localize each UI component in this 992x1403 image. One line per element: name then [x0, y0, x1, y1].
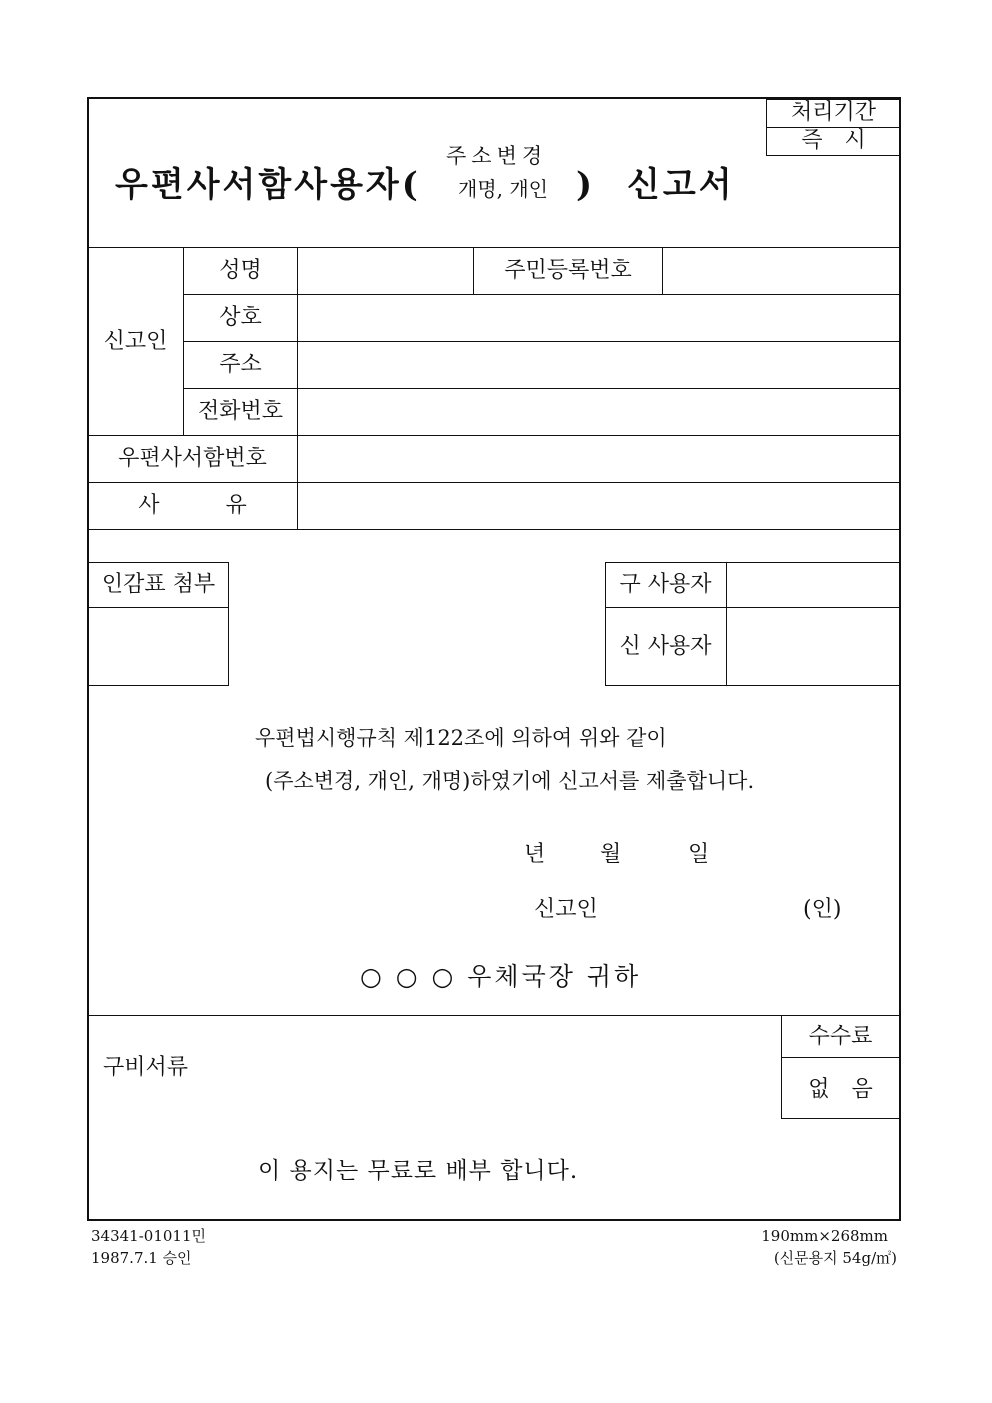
addressee: ○ ○ ○ 우체국장 귀하	[360, 962, 642, 991]
divider	[88, 482, 900, 483]
address-label: 주소	[219, 352, 262, 377]
form-title-end: 신고서	[627, 165, 735, 205]
divider	[88, 435, 900, 436]
approval-date: 1987.7.1 승인	[91, 1249, 192, 1267]
divider	[88, 247, 900, 248]
divider	[88, 607, 229, 608]
divider	[88, 1015, 900, 1016]
form-title-option-bottom: 개명, 개인	[458, 177, 548, 201]
form-code: 34341-01011민	[91, 1227, 206, 1245]
form-title-close: )	[576, 165, 596, 205]
applicant-group-label: 신고인	[103, 329, 168, 354]
date-day-label: 일	[688, 842, 710, 867]
divider	[183, 388, 900, 389]
declaration-line-1: 우편법시행규칙 제122조에 의하여 위와 같이	[255, 726, 667, 750]
signer-label: 신고인	[534, 897, 598, 922]
divider	[183, 341, 900, 342]
divider	[297, 247, 298, 529]
date-month-label: 월	[600, 842, 622, 867]
processing-period-value: 즉 시	[801, 128, 866, 153]
business-name-label: 상호	[219, 305, 262, 330]
free-distribution-notice: 이 용지는 무료로 배부 합니다.	[258, 1158, 579, 1184]
date-year-label: 년	[524, 842, 546, 867]
divider	[183, 294, 900, 295]
fee-value: 없 음	[808, 1077, 873, 1102]
declaration-line-2: (주소변경, 개인, 개명)하였기에 신고서를 제출합니다.	[265, 769, 755, 793]
old-user-label: 구 사용자	[619, 572, 712, 597]
reason-label: 사 유	[138, 493, 247, 518]
name-label: 성명	[219, 258, 262, 283]
processing-period-label: 처리기간	[790, 100, 876, 125]
seal-attachment-label: 인감표 첨부	[101, 572, 216, 597]
divider	[605, 607, 901, 608]
divider	[88, 529, 900, 530]
divider	[781, 1057, 900, 1058]
po-box-number-label: 우편사서함번호	[118, 446, 267, 471]
paper-type: (신문용지 54g/㎡)	[773, 1249, 897, 1267]
resident-id-label: 주민등록번호	[504, 258, 632, 283]
fee-label: 수수료	[808, 1024, 873, 1049]
form-title-option-top: 주소변경	[446, 144, 548, 168]
new-user-label: 신 사용자	[619, 634, 712, 659]
divider	[781, 1118, 900, 1119]
seal-mark: (인)	[803, 897, 842, 922]
phone-label: 전화번호	[197, 399, 283, 424]
divider	[726, 562, 727, 686]
divider	[662, 247, 663, 294]
required-documents-label: 구비서류	[103, 1055, 189, 1080]
paper-size: 190mm×268mm	[761, 1227, 888, 1245]
form-title-main: 우편사서함사용자(	[115, 165, 421, 205]
